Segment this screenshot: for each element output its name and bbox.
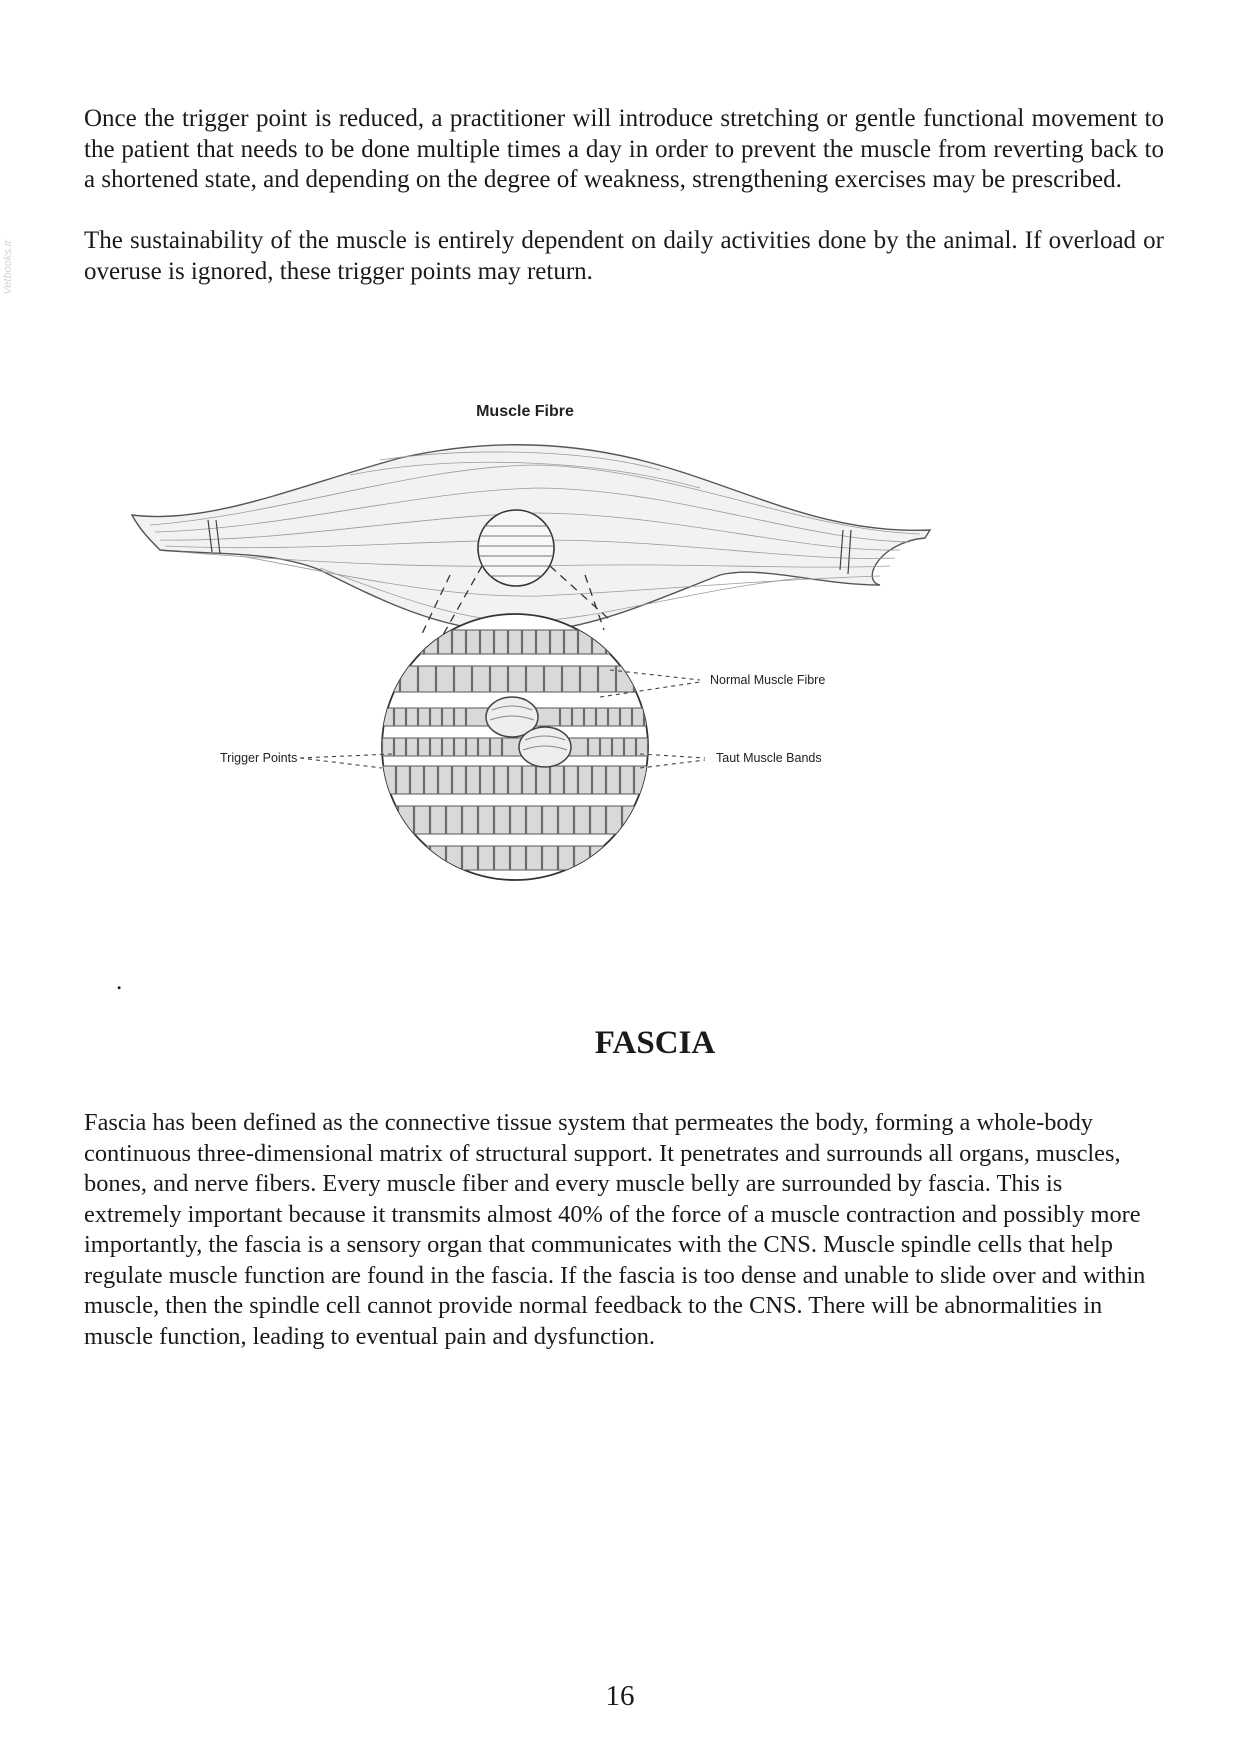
watermark-text: Vetbooks.ir xyxy=(2,240,14,295)
figure-title: Muscle Fibre xyxy=(476,403,574,420)
page-number: 16 xyxy=(605,1680,635,1712)
paragraph-trigger-point: Once the trigger point is reduced, a practitioner will introduce stretching or gentle functional movement to the patient that needs to be done multiple times a day in order to prevent the muscle from reverting back to a shortened state, and depending on the degree of weakness, strengthening exercises may be prescribed. xyxy=(84,105,1164,193)
muscle-belly-drawing xyxy=(132,445,930,632)
paragraph-sustainability: The sustainability of the muscle is entirely dependent on daily activities done by the animal. If overload or overuse is ignored, these trigger points may return. xyxy=(84,227,1164,285)
stray-mark: . xyxy=(116,968,123,995)
label-taut-muscle-bands: Taut Muscle Bands xyxy=(716,751,822,765)
muscle-fibre-diagram xyxy=(120,330,980,960)
section-heading: FASCIA xyxy=(594,1025,716,1061)
label-trigger-points: Trigger Points xyxy=(220,751,298,765)
magnified-fibre-circle xyxy=(370,614,670,880)
label-normal-muscle-fibre: Normal Muscle Fibre xyxy=(710,673,826,687)
paragraph-fascia: Fascia has been defined as the connective tissue system that permeates the body, forming a whole-body continuous three-dimensional matrix of structural support. It penetrates and surrounds all organs, muscles, bones, and nerve fibers. Every muscle fiber and every muscle belly are surrounded by fascia. This is extremely important because it transmits almost 40% of the force of a muscle contraction and possibly more importantly, the fascia is a sensory organ that communicates with the CNS. Muscle spindle cells that help regulate muscle function are found in the fascia. If the fascia is too dense and unable to slide over and within muscle, then the spindle cell cannot provide normal feedback to the CNS. There will be abnormalities in muscle function, leading to eventual pain and dysfunction. xyxy=(84,1109,1146,1350)
